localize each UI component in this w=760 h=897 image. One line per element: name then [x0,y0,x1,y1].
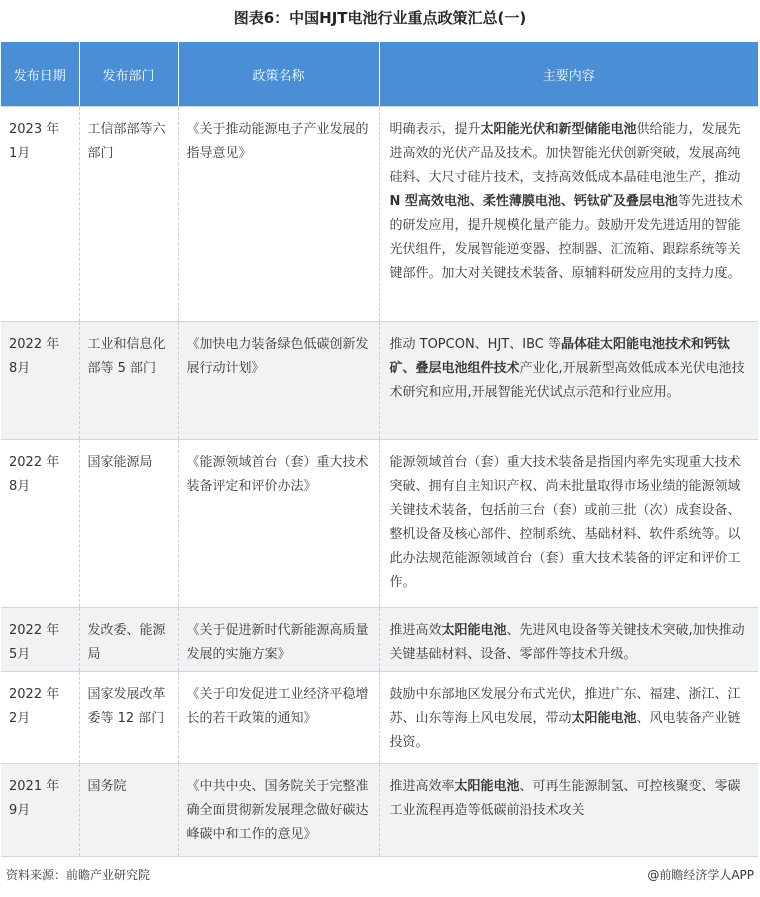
policy-table [1,42,758,857]
content-highlight: 太阳能电池 [454,779,520,794]
cell-policy: 《关于促进新时代新能源高质量发展的实施方案》 [178,608,379,672]
content-highlight: 晶体硅太阳能电池技术和钙钛矿、叠层电池组件技术 [389,337,730,376]
content-highlight: N 型高效电池、柔性薄膜电池、钙钛矿及叠层电池 [389,194,678,209]
header-content: 主要内容 [379,42,758,107]
cell-date: 2022 年 8月 [1,440,79,608]
content-text: 产业化,开展新型高效低成本光伏电池技术研究和应用,开展智能光伏试点示范和行业应用。 [389,361,745,400]
header-dept: 发布部门 [79,42,178,107]
content-text: 鼓励中东部地区发展分布式光伏，推进广东、福建、浙江、江苏、山东等海上风电发展，带动 [389,687,741,726]
cell-content [379,672,758,764]
content-text: 推动 TOPCON、HJT、IBC 等 [389,337,561,352]
cell-dept: 国家发展改革委等 12 部门 [79,672,178,764]
content-text: 等先进技术的研发应用，提升规模化量产能力。鼓励开发先进适用的智能光伏组件，发展智能逆变器、控制器、汇流箱、跟踪系统等关键部件。加大对关键技术装备、原辅料研发应用的支持力度。 [389,194,743,281]
cell-date: 2022 年 8月 [1,322,79,440]
cell-content [379,322,758,440]
chart-title: 图表6：中国HJT电池行业重点政策汇总(一) [233,9,527,27]
cell-date: 2023 年 1月 [1,107,79,322]
header-date: 发布日期 [1,42,79,107]
cell-content [379,107,758,322]
table-row [1,322,758,440]
content-text: 推进高效率 [389,779,455,794]
content-text: 、可再生能源制氢、可控核聚变、零碳工业流程再造等低碳前沿技术攻关 [389,779,741,818]
content-highlight: 太阳能电池 [441,623,507,638]
table-row [1,764,758,857]
cell-dept: 工业和信息化部等 5 部门 [79,322,178,440]
content-text: 能源领域首台（套）重大技术装备是指国内率先实现重大技术突破、拥有自主知识产权、尚未批量取得市场业绩的能源领域关键技术装备，包括前三台（套）或前三批（次）成套设备、整机设备及核心部件、控制系统、基础材料、软件系统等。以此办法规范能源领域首台（套）重大技术装备的评定和评价工作。 [389,455,741,590]
source-note: 资料来源：前瞻产业研究院 [6,868,151,882]
content-text: 、先进风电设备等关键技术突破,加快推动关键基础材料、设备、零部件等技术升级。 [389,623,745,662]
cell-date: 2022 年 2月 [1,672,79,764]
table-row [1,608,758,672]
content-highlight: 太阳能光伏和新型储能电池 [480,122,637,137]
table-header-row [1,42,758,107]
cell-dept: 国家能源局 [79,440,178,608]
cell-dept: 发改委、能源局 [79,608,178,672]
content-text: 明确表示，提升 [389,122,481,137]
cell-policy: 《加快电力装备绿色低碳创新发展行动计划》 [178,322,379,440]
table-row [1,440,758,608]
content-text: 、风电装备产业链投资。 [389,711,741,750]
content-text: 供给能力，发展先进高效的光伏产品及技术。加快智能光伏创新突破，发展高纯硅料、大尺寸硅片技术，支持高效低成本晶硅电池生产，推动 [389,122,741,185]
cell-content [379,440,758,608]
content-text: 推进高效 [389,623,442,638]
cell-content [379,608,758,672]
cell-content [379,764,758,857]
table-row [1,672,758,764]
header-policy: 政策名称 [178,42,379,107]
cell-date: 2022 年 5月 [1,608,79,672]
cell-dept: 工信部部等六部门 [79,107,178,322]
table-row [1,107,758,322]
cell-policy: 《关于推动能源电子产业发展的指导意见》 [178,107,379,322]
cell-policy: 《能源领域首台（套）重大技术装备评定和评价办法》 [178,440,379,608]
cell-policy: 《中共中央、国务院关于完整准确全面贯彻新发展理念做好碳达峰碳中和工作的意见》 [178,764,379,857]
cell-dept: 国务院 [79,764,178,857]
cell-policy: 《关于印发促进工业经济平稳增长的若干政策的通知》 [178,672,379,764]
cell-date: 2021 年 9月 [1,764,79,857]
credit-note: @前瞻经济学人APP [647,868,754,882]
content-highlight: 太阳能电池 [571,711,637,726]
